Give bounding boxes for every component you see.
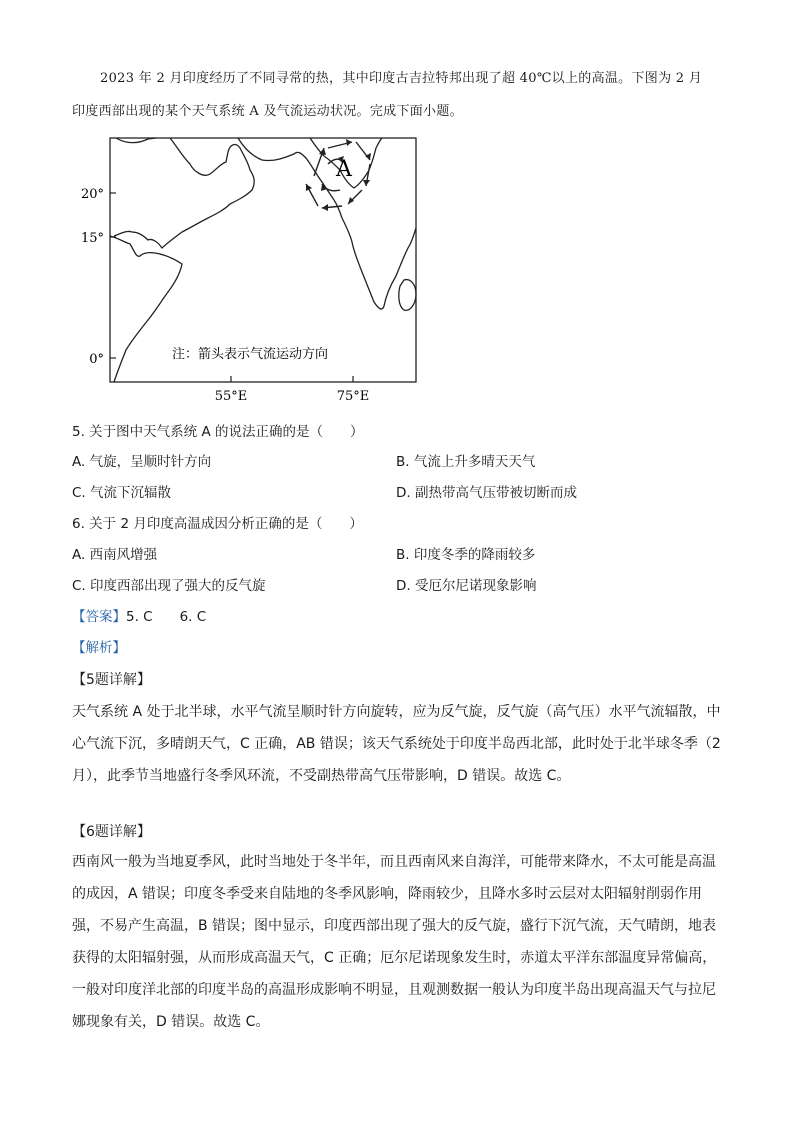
lon-label-55: 55°E: [214, 389, 248, 404]
q6-option-a: A. 西南风增强: [72, 547, 158, 563]
q5-option-a: A. 气旋，呈顺时针方向: [72, 454, 212, 470]
analysis-label: 【解析】: [72, 640, 126, 656]
answer-values: 5. C 6. C: [126, 609, 207, 625]
lon-label-75: 75°E: [336, 389, 370, 404]
system-a-label: A: [336, 157, 352, 182]
q6-option-d: D. 受厄尔尼诺现象影响: [396, 578, 537, 594]
detail6-line: 一般对印度洋北部的印度半岛的高温形成影响不明显，且观测数据一般认为印度半岛出现高温天气与拉尼: [72, 982, 716, 998]
coastlines: [110, 138, 416, 382]
detail6-text: [72, 846, 724, 1038]
detail6-line: 强，不易产生高温，B 错误；图中显示，印度西部出现了强大的反气旋，盛行下沉气流，天气晴朗，地表: [72, 918, 717, 934]
detail5-line: 天气系统 A 处于北半球，水平气流呈顺时针方向旋转，应为反气旋，反气旋（高气压）水平气流辐散，中: [72, 704, 721, 720]
intro-line-1: 2023 年 2 月印度经历了不同寻常的热，其中印度古吉拉特邦出现了超 40℃以上的高温。下图为 2 月: [100, 71, 703, 86]
detail6-line: 西南风一般为当地夏季风，此时当地处于冬半年，而且西南风来自海洋，可能带来降水，不太可能是高温: [72, 854, 716, 870]
detail5-text: [72, 696, 724, 792]
arabia-coast: [114, 138, 254, 248]
q6-stem: 6. 关于 2 月印度高温成因分析正确的是（ ）: [72, 516, 363, 532]
lat-label-0: 0°: [89, 352, 104, 367]
india-weather-map: [78, 134, 423, 406]
answer-line: [72, 607, 206, 627]
answer-label: 【答案】: [72, 609, 126, 625]
pakistan-coast: [238, 138, 334, 200]
detail5-title: 【5题详解】: [72, 672, 151, 688]
map-frame: [110, 138, 416, 382]
q6-option-b: B. 印度冬季的降雨较多: [396, 547, 536, 563]
detail6-title: 【6题详解】: [72, 824, 151, 840]
detail6-line: 获得的太阳辐射强，从而形成高温天气，C 正确；厄尔尼诺现象发生时，赤道太平洋东部温度异常偏高，: [72, 950, 717, 966]
detail6-line: 的成因，A 错误；印度冬季受来自陆地的冬季风影响，降雨较少，且降水多时云层对太阳辐射削弱作用: [72, 886, 703, 902]
detail5-line: 月），此季节当地盛行冬季风环流，不受副热带高气压带影响，D 错误。故选 C。: [72, 768, 571, 784]
q5-option-c: C. 气流下沉辐散: [72, 485, 172, 501]
q5-stem: 5. 关于图中天气系统 A 的说法正确的是（ ）: [72, 424, 364, 440]
india-west-coast: [334, 200, 416, 309]
detail6-line: 娜现象有关，D 错误。故选 C。: [72, 1014, 270, 1030]
analysis-line: [72, 638, 126, 658]
intro-text: [72, 62, 732, 128]
q6-option-c: C. 印度西部出现了强大的反气旋: [72, 578, 266, 594]
map-note: 注：箭头表示气流运动方向: [172, 347, 329, 362]
sri-lanka: [399, 280, 416, 311]
detail5-line: 心气流下沉，多晴朗天气，C 正确，AB 错误；该天气系统处于印度半岛西北部，此时处于北半球冬季（2: [72, 736, 721, 752]
q5-option-b: B. 气流上升多晴天天气: [396, 454, 536, 470]
intro-line-2: 印度西部出现的某个天气系统 A 及气流运动状况。完成下面小题。: [72, 104, 463, 119]
lat-label-20: 20°: [80, 187, 104, 202]
q5-option-d: D. 副热带高气压带被切断而成: [396, 485, 577, 501]
lat-label-15: 15°: [80, 231, 104, 246]
